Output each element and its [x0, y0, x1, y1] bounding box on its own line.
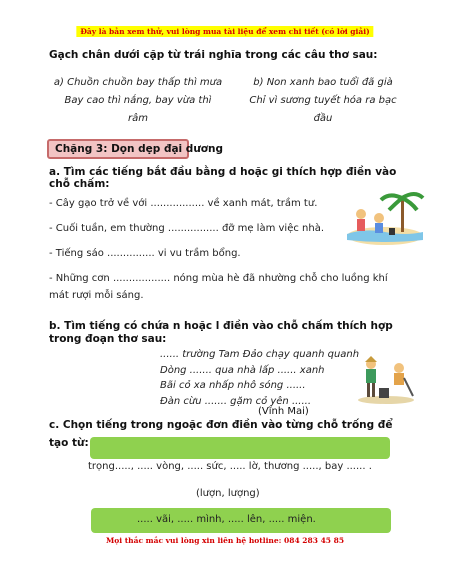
part-a-item-1: - Cây gạo trở về với ................. về xanh mát, trầm tư. [49, 198, 318, 209]
task-title: Gạch chân dưới cặp từ trái nghĩa trong các câu thơ sau: [49, 49, 378, 61]
part-b-title-line1: b. Tìm tiếng có chứa n hoặc l điền vào chỗ chấm thích hợp [49, 320, 393, 332]
part-c-title-line1: c. Chọn tiếng trong ngoặc đơn điền vào từng chỗ trống để [49, 419, 393, 431]
part-b-poem-line3: Bãi cỏ xa nhấp nhô sóng ...... [160, 380, 306, 391]
part-a-title-line2: chỗ chấm: [49, 178, 110, 190]
part-a-item-2: - Cuối tuần, em thường ................ đỡ mẹ làm việc nhà. [49, 223, 325, 234]
poem-a-line3: râm [128, 113, 148, 124]
footer-hotline: Mọi thắc mắc vui lòng xin liên hệ hotline: 084 283 45 85 [105, 536, 345, 545]
poem-author: (Vĩnh Mai) [258, 406, 309, 417]
part-a-title-line1: a. Tìm các tiếng bắt đầu bằng d hoặc gi thích hợp điền vào [49, 166, 397, 178]
part-c-line2: ..... vãi, ..... mình, ..... lên, ..... miện. [137, 514, 316, 525]
part-c-line1: trọng....., ..... vòng, ..... sức, ..... lờ, thương ....., bay ...... . [88, 461, 372, 472]
part-a-item-4: - Những cơn .................. nóng mùa hè đã nhường chỗ cho luồng khí [49, 273, 388, 284]
part-b-poem-line1: ...... trường Tam Đảo chạy quanh quanh [160, 349, 360, 360]
part-b-poem-line2: Dòng ....... qua nhà lấp ...... xanh [160, 364, 325, 376]
poem-a-line1: a) Chuồn chuồn bay thấp thì mưa [53, 77, 223, 88]
part-b-title-line2: trong đoạn thơ sau: [49, 333, 167, 345]
green-answer-bar-top [90, 437, 390, 459]
beach-cleanup-illustration [345, 188, 425, 246]
part-b-poem [160, 347, 359, 409]
poem-b-line2: Chỉ vì sương tuyết hóa ra bạc [249, 95, 397, 106]
poem-a-line2: Bay cao thì nắng, bay vừa thì [64, 95, 212, 106]
part-b-poem-line4: Đàn cừu ....... gặm cỏ yên ...... [160, 395, 312, 407]
trash-collecting-illustration [355, 352, 417, 404]
part-c-options: (lượn, lượng) [196, 488, 260, 499]
part-a-item-5: mát rượi mỗi sáng. [49, 290, 144, 301]
poem-b-line1: b) Non xanh bao tuổi đã già [253, 77, 393, 88]
poem-b-line3: đầu [313, 113, 333, 124]
part-c-title-line2: tạo từ: [49, 437, 89, 449]
preview-banner: Đây là bản xem thử, vui lòng mua tài liệu để xem chi tiết (có lời giải) [76, 26, 373, 37]
section-title: Chặng 3: Dọn dẹp đại dương [47, 139, 189, 159]
part-a-item-3: - Tiếng sáo ............... vi vu trầm bổng. [49, 248, 241, 259]
poem-b [238, 74, 408, 128]
poem-a [48, 74, 228, 128]
